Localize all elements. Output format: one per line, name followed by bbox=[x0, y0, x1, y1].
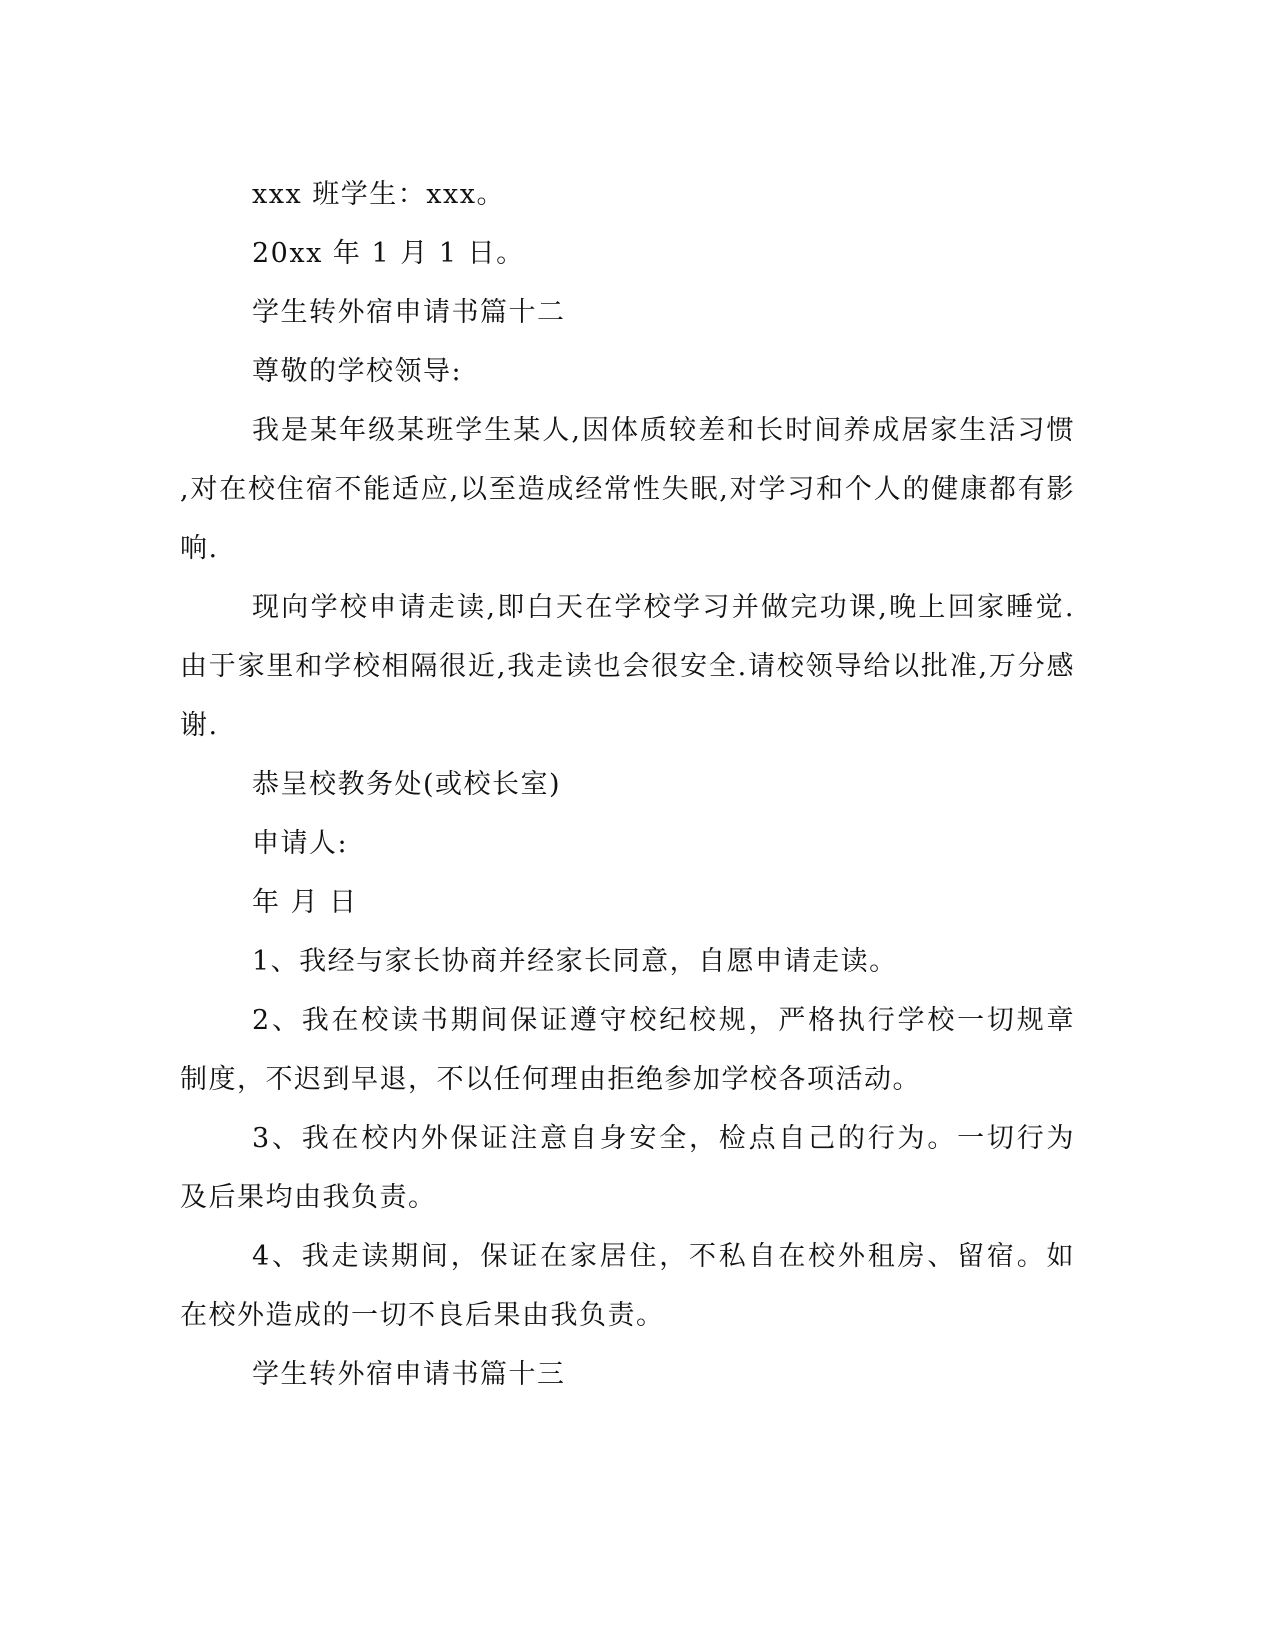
pledge-item-3: 3、我在校内外保证注意自身安全，检点自己的行为。一切行为 bbox=[252, 1123, 1075, 1154]
paragraph-line: 由于家里和学校相隔很近,我走读也会很安全.请校领导给以批准,万分感 bbox=[180, 651, 1075, 682]
pledge-item-4-continued: 在校外造成的一切不良后果由我负责。 bbox=[180, 1300, 665, 1331]
date-placeholder: 年 月 日 bbox=[252, 887, 358, 918]
document-body bbox=[180, 165, 1075, 1404]
section-heading-12: 学生转外宿申请书篇十二 bbox=[252, 297, 566, 328]
paragraph-line: 现向学校申请走读,即白天在学校学习并做完功课,晚上回家睡觉. bbox=[252, 592, 1075, 623]
pledge-item-1: 1、我经与家长协商并经家长同意，自愿申请走读。 bbox=[252, 946, 898, 977]
pledge-item-2-continued: 制度，不迟到早退，不以任何理由拒绝参加学校各项活动。 bbox=[180, 1064, 921, 1095]
paragraph-line: 响. bbox=[180, 533, 219, 564]
salutation: 尊敬的学校领导: bbox=[252, 356, 463, 387]
addressee-line: 恭呈校教务处(或校长室) bbox=[252, 769, 562, 800]
applicant-label: 申请人: bbox=[252, 828, 349, 859]
pledge-item-2: 2、我在校读书期间保证遵守校纪校规，严格执行学校一切规章 bbox=[252, 1005, 1075, 1036]
paragraph-line: 谢. bbox=[180, 710, 219, 741]
signature-date: 20xx 年 1 月 1 日。 bbox=[252, 238, 525, 269]
section-heading-13: 学生转外宿申请书篇十三 bbox=[252, 1359, 566, 1390]
signature-class-student: xxx 班学生：xxx。 bbox=[252, 179, 505, 210]
pledge-item-3-continued: 及后果均由我负责。 bbox=[180, 1182, 437, 1213]
paragraph-line: ,对在校住宿不能适应,以至造成经常性失眠,对学习和个人的健康都有影 bbox=[180, 474, 1075, 505]
pledge-item-4: 4、我走读期间，保证在家居住，不私自在校外租房、留宿。如 bbox=[252, 1241, 1075, 1272]
paragraph-line: 我是某年级某班学生某人,因体质较差和长时间养成居家生活习惯 bbox=[252, 415, 1075, 446]
